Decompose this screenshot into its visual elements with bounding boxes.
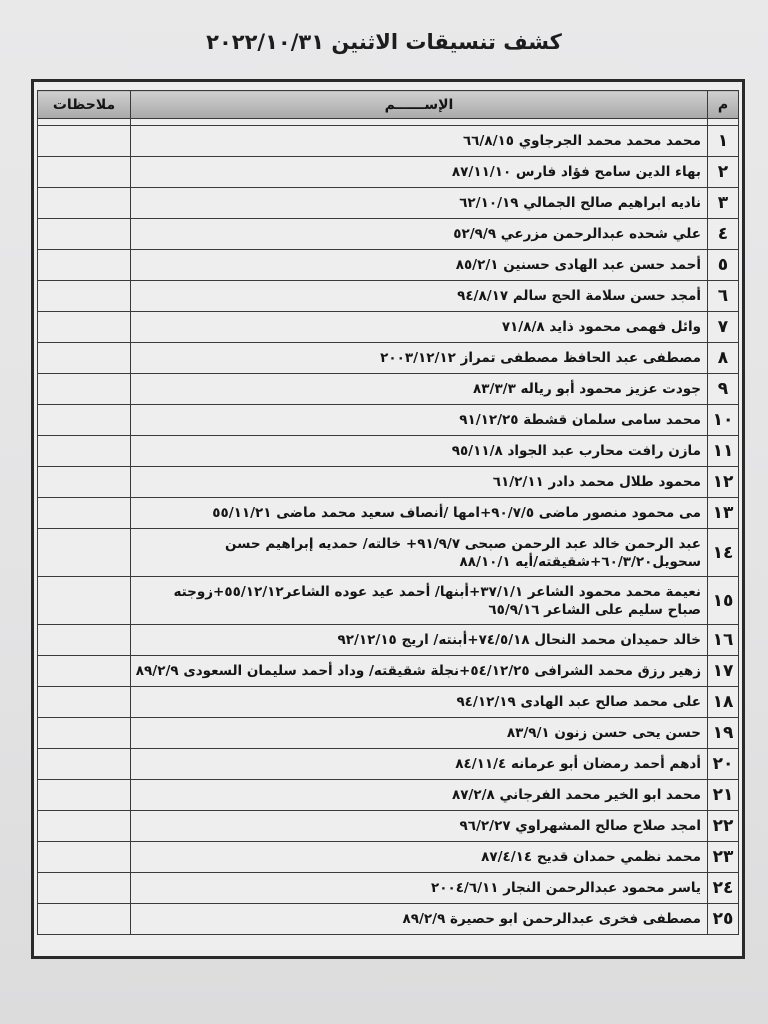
row-number: ٢٣ [708,842,739,873]
table-row [38,718,739,749]
row-notes [38,157,131,188]
table-row [38,436,739,467]
row-number: ١٩ [708,718,739,749]
table-row [38,498,739,529]
row-number: ١١ [708,436,739,467]
row-name-line: مى محمود منصور ماضى ٩٠/٧/٥+امها /أنصاف سعيد محمد ماضى ٥٥/١١/٢١ [212,505,701,521]
row-name-line: مازن رافت محارب عبد الجواد ٩٥/١١/٨ [451,443,701,459]
row-number: ٢٤ [708,873,739,904]
row-notes [38,749,131,780]
row-number: ٢٠ [708,749,739,780]
row-name [131,126,708,157]
table-row [38,405,739,436]
row-name-line: علي شحده عبدالرحمن مزرعي ٥٢/٩/٩ [453,226,701,242]
row-name-line: حسن يحى حسن زنون ٨٣/٩/١ [506,725,701,741]
row-name-line: وائل فهمى محمود ذايد ٧١/٨/٨ [501,319,701,335]
table-row [38,126,739,157]
row-name-line: محمد ابو الخير محمد الفرجاني ٨٧/٢/٨ [451,787,701,803]
table-row [38,873,739,904]
table-row [38,281,739,312]
row-number: ١٧ [708,656,739,687]
row-name-line: محمد سامى سلمان قشطة ٩١/١٢/٢٥ [459,412,701,428]
row-name-line: مصطفى فخرى عبدالرحمن ابو حصيرة ٨٩/٢/٩ [402,911,701,927]
row-name-line: محمود طلال محمد دادر ٦١/٢/١١ [492,474,701,490]
table-row [38,656,739,687]
row-notes [38,718,131,749]
row-name [131,577,708,625]
row-notes [38,188,131,219]
row-name-line: عبد الرحمن خالد عبد الرحمن صبحى ٩١/٩/٧+ خالته/ حمديه إبراهيم حسن [225,535,701,552]
row-number: ٥ [708,250,739,281]
row-name [131,780,708,811]
row-number: ٤ [708,219,739,250]
row-notes [38,577,131,625]
table-row [38,842,739,873]
row-name [131,498,708,529]
document-title: كشف تنسيقات الاثنين ٢٠٢٢/١٠/٣١ [206,30,562,54]
row-notes [38,656,131,687]
row-name-line: جودت عزيز محمود أبو رياله ٨٣/٣/٣ [473,381,701,397]
row-name-line: أحمد حسن عبد الهادى حسنين ٨٥/٢/١ [455,257,701,273]
row-name-line: على محمد صالح عبد الهادى ٩٤/١٢/١٩ [456,694,701,710]
row-name [131,687,708,718]
row-number: ١ [708,126,739,157]
row-name [131,749,708,780]
row-name-line: محمد نظمي حمدان قديح ٨٧/٤/١٤ [481,849,701,865]
row-number: ٢٥ [708,904,739,935]
row-name-line: سحويل٦٠/٣/٢٠+شقيقته/أيه ٨٨/١٠/١ [459,553,701,570]
row-name-line: خالد حميدان محمد النحال ٧٤/٥/١٨+أبنته/ اريج ٩٢/١٢/١٥ [337,632,701,648]
row-number: ٣ [708,188,739,219]
spacer-row [38,119,739,126]
row-name [131,529,708,577]
row-name-line: ناديه ابراهيم صالح الجمالي ٦٢/١٠/١٩ [459,195,701,211]
row-name-line: امجد صلاح صالح المشهراوي ٩٦/٢/٢٧ [459,818,701,834]
row-notes [38,529,131,577]
row-notes [38,467,131,498]
row-number: ١٢ [708,467,739,498]
row-number: ٦ [708,281,739,312]
row-notes [38,904,131,935]
row-name-line: أمجد حسن سلامة الحج سالم ٩٤/٨/١٧ [457,288,701,304]
row-notes [38,374,131,405]
table-row [38,312,739,343]
row-number: ٢٢ [708,811,739,842]
table-row [38,625,739,656]
row-name [131,842,708,873]
table-header-row [38,91,739,119]
row-notes [38,343,131,374]
row-notes [38,436,131,467]
table-row [38,343,739,374]
names-table [37,90,739,935]
row-notes [38,281,131,312]
row-number: ٢ [708,157,739,188]
row-notes [38,687,131,718]
row-name [131,281,708,312]
table-row [38,904,739,935]
table-row [38,577,739,625]
row-number: ٨ [708,343,739,374]
row-name-line: نعيمة محمد محمود الشاعر ٣٧/١/١+أبنها/ أحمد عيد عوده الشاعر٥٥/١٢/١٢+زوجته [173,583,701,600]
row-notes [38,312,131,343]
table-row [38,811,739,842]
row-name [131,157,708,188]
row-notes [38,250,131,281]
row-notes [38,498,131,529]
header-num: م [708,91,739,119]
row-number: ١٦ [708,625,739,656]
row-name [131,188,708,219]
row-notes [38,219,131,250]
table-row [38,467,739,498]
row-name [131,219,708,250]
row-notes [38,873,131,904]
row-number: ١٤ [708,529,739,577]
row-name [131,312,708,343]
table-row [38,529,739,577]
row-number: ١٨ [708,687,739,718]
row-number: ٧ [708,312,739,343]
row-number: ٢١ [708,780,739,811]
table-row [38,219,739,250]
row-name-line: محمد محمد محمد الجرجاوي ٦٦/٨/١٥ [462,133,701,149]
row-name [131,873,708,904]
table-row [38,780,739,811]
row-name-line: صباح سليم على الشاعر ٦٥/٩/١٦ [488,601,701,618]
row-name [131,343,708,374]
row-name [131,250,708,281]
row-name [131,436,708,467]
header-notes: ملاحظات [38,91,131,119]
row-number: ١٥ [708,577,739,625]
row-name-line: مصطفى عبد الحافظ مصطفى تمراز ٢٠٠٣/١٢/١٢ [380,350,701,366]
row-notes [38,405,131,436]
table-row [38,374,739,405]
row-name-line: بهاء الدين سامح فؤاد فارس ٨٧/١١/١٠ [451,164,701,180]
row-name [131,625,708,656]
row-notes [38,126,131,157]
row-name [131,405,708,436]
row-notes [38,811,131,842]
row-notes [38,842,131,873]
row-name [131,656,708,687]
names-table-frame [31,79,745,959]
row-name [131,811,708,842]
table-body [38,119,739,935]
header-name: الإســــــم [131,91,708,119]
table-row [38,188,739,219]
row-name [131,374,708,405]
row-name-line: ياسر محمود عبدالرحمن النجار ٢٠٠٤/٦/١١ [430,880,701,896]
row-notes [38,780,131,811]
row-name [131,718,708,749]
row-name [131,467,708,498]
table-row [38,157,739,188]
table-row [38,749,739,780]
row-name-line: أدهم أحمد رمضان أبو عرمانه ٨٤/١١/٤ [455,756,701,772]
row-notes [38,625,131,656]
table-row [38,687,739,718]
row-name-line: زهير رزق محمد الشرافى ٥٤/١٢/٢٥+نجلة شقيقته/ وداد أحمد سليمان السعودى ٨٩/٢/٩ [135,663,701,679]
row-name [131,904,708,935]
table-row [38,250,739,281]
row-number: ١٠ [708,405,739,436]
row-number: ٩ [708,374,739,405]
row-number: ١٣ [708,498,739,529]
